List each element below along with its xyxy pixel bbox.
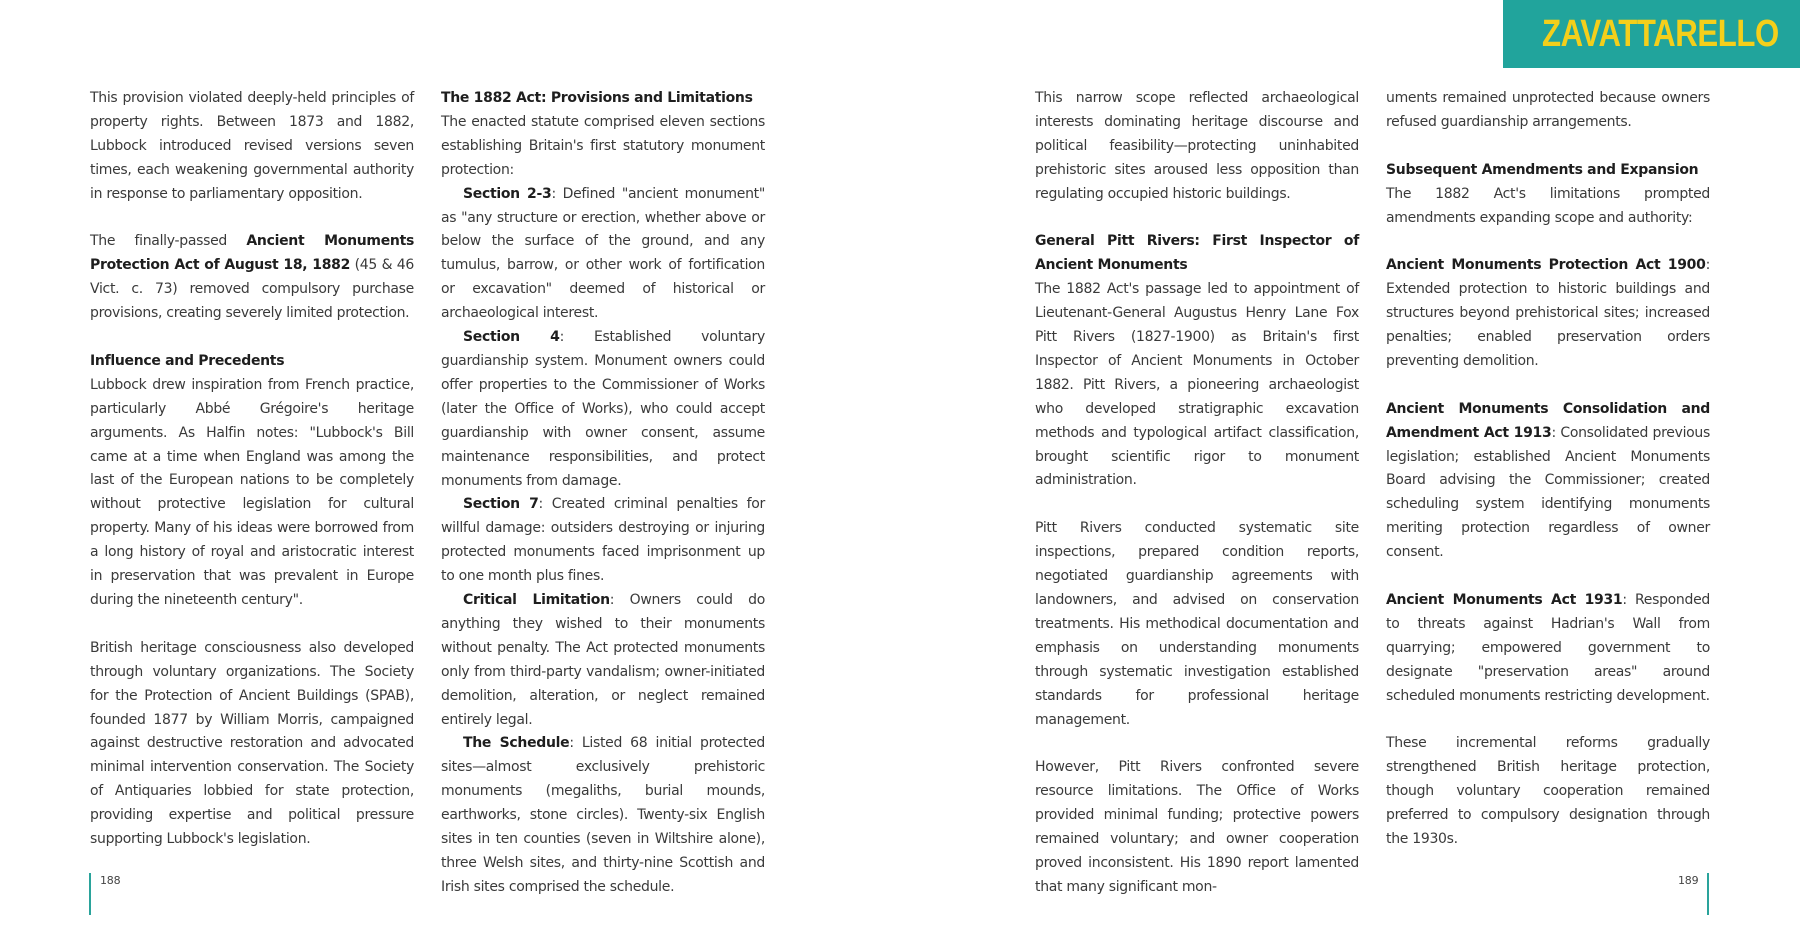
paragraph: The 1882 Act's passage led to appointment of Lieutenant-General Augustus Henry Lane Fox Pitt Rivers (1827-1900) as Britain's first Inspector of Ancient Monuments in October 1882. Pitt Rivers, a pioneering archaeologist who developed stratigraphic excavation methods and typological artifact classification, brought scientific rigor to monument administration. bbox=[1035, 281, 1359, 489]
provision-item bbox=[441, 183, 765, 326]
brand-title: ZAVATTARELLO bbox=[1542, 12, 1779, 55]
paragraph: The enacted statute comprised eleven sections establishing Britain's first statutory monument protection: bbox=[441, 113, 765, 178]
provision-item bbox=[441, 493, 765, 589]
paragraph: The 1882 Act's limitations prompted amendments expanding scope and authority: bbox=[1386, 185, 1710, 226]
heading-text: Subsequent Amendments and Expansion bbox=[1386, 161, 1699, 178]
paragraph: British heritage consciousness also developed through voluntary organizations. The Society for the Protection of Ancient Buildings (SPAB), founded 1877 by William Morris, campaigned against destructive restoration and advocated minimal intervention conservation. The Society of Antiquaries lobbied for state protection, providing expertise and political pressure supporting Lubbock's legislation. bbox=[90, 639, 414, 848]
paragraph: This provision violated deeply-held principles of property rights. Between 1873 and 1882, Lubbock introduced revised versions seven times, each weakening governmental authority in response to parliamentary opposition. bbox=[90, 90, 414, 202]
paragraph: uments remained unprotected because owners refused guardianship arrangements. bbox=[1386, 90, 1710, 130]
provision-item bbox=[441, 326, 765, 493]
paragraph-text: (45 & 46 Vict. c. 73) removed compulsory purchase provisions, creating severely limited protection. bbox=[90, 257, 414, 322]
amendment-item bbox=[1386, 589, 1710, 709]
heading-text: General Pitt Rivers: First Inspector of Ancient Monuments bbox=[1035, 233, 1359, 274]
provision-text: : Established voluntary guardianship system. Monument owners could offer properties to the Commissioner of Works (later the Office of Works), who could accept guardianship with owner consent, assume maintenance responsibilities, and protect monuments from damage. bbox=[441, 329, 765, 489]
section-heading bbox=[1386, 159, 1710, 183]
folio-rule bbox=[89, 873, 91, 915]
provision-text: : Owners could do anything they wished to their monuments without penalty. The Act protected monuments only from third-party vandalism; owner-initiated demolition, alteration, or neglect remained entirely legal. bbox=[441, 592, 765, 728]
folio-rule bbox=[1707, 873, 1709, 915]
provision-label: Section 7 bbox=[463, 496, 539, 513]
amendment-label: Ancient Monuments Protection Act 1900 bbox=[1386, 257, 1706, 274]
paragraph: Lubbock drew inspiration from French practice, particularly Abbé Grégoire's heritage arguments. As Halfin notes: "Lubbock's Bill came at a time when England was among the last of the European nations to be completely without protective legislation for cultural property. Many of his ideas were borrowed from a long history of royal and aristocratic interest in preservation that was prevalent in Europe during the nineteenth century". bbox=[90, 376, 414, 608]
page-number: 189 bbox=[1678, 874, 1699, 887]
amendment-label: Ancient Monuments Consolidation and Amendment Act 1913 bbox=[1386, 400, 1710, 441]
heading-text: The 1882 Act: Provisions and Limitations bbox=[441, 90, 753, 106]
left-column-1 bbox=[90, 87, 414, 876]
provision-label: The Schedule bbox=[463, 735, 570, 752]
right-column-1 bbox=[1035, 87, 1359, 924]
amendment-label: Ancient Monuments Act 1931 bbox=[1386, 591, 1623, 608]
page-number: 188 bbox=[100, 874, 121, 887]
paragraph bbox=[90, 230, 414, 326]
act-name: Ancient Monuments Protection Act of August 18, 1882 bbox=[90, 233, 415, 274]
amendment-text: : Consolidated previous legislation; established Ancient Monuments Board advising the Commissioner; created scheduling system identifying monuments meriting protection regardless of owner consent. bbox=[1386, 424, 1710, 561]
paragraph: Pitt Rivers conducted systematic site inspections, prepared condition reports, negotiated guardianship agreements with landowners, and advised on conservation treatments. His methodical documentation and emphasis on understanding monuments through systematic investigation established standards for professional heritage management. bbox=[1035, 520, 1359, 728]
amendment-item bbox=[1386, 254, 1710, 374]
provision-label: Section 4 bbox=[463, 329, 560, 346]
provision-item bbox=[441, 732, 765, 899]
paragraph: However, Pitt Rivers confronted severe resource limitations. The Office of Works provided minimal funding; protective powers remained voluntary; and owner cooperation proved inconsistent. His 1890 report lamented that many significant mon- bbox=[1035, 759, 1359, 895]
section-heading bbox=[1035, 230, 1359, 278]
provision-label: Critical Limitation bbox=[463, 592, 610, 609]
amendment-item bbox=[1386, 398, 1710, 565]
heading-text: Influence and Precedents bbox=[90, 352, 285, 369]
section-heading bbox=[441, 87, 765, 111]
provision-label: Section 2-3 bbox=[463, 185, 552, 202]
brand-banner bbox=[1503, 0, 1800, 68]
left-column-2 bbox=[441, 87, 765, 924]
provision-text: : Created criminal penalties for willful damage: outsiders destroying or injuring protected monuments faced imprisonment up to one month plus fines. bbox=[441, 496, 765, 585]
paragraph: This narrow scope reflected archaeological interests dominating heritage discourse and political feasibility—protecting uninhabited prehistoric sites aroused less opposition than regulating occupied historic buildings. bbox=[1035, 90, 1359, 202]
amendment-text: : Responded to threats against Hadrian's Wall from quarrying; empowered government to designate "preservation areas" around scheduled monuments restricting development. bbox=[1386, 591, 1710, 704]
provision-item bbox=[441, 589, 765, 732]
paragraph: These incremental reforms gradually strengthened British heritage protection, though voluntary cooperation remained preferred to compulsory designation through the 1930s. bbox=[1386, 735, 1710, 848]
amendment-text: : Extended protection to historic buildings and structures beyond prehistorical sites; increased penalties; enabled preservation orders preventing demolition. bbox=[1386, 257, 1710, 369]
provision-text: : Defined "ancient monument" as "any structure or erection, whether above or below the surface of the ground, and any tumulus, barrow, or other work of fortification or excavation" deemed of historical or archaeological interest. bbox=[441, 185, 765, 322]
section-heading bbox=[90, 350, 414, 374]
right-column-2 bbox=[1386, 87, 1710, 876]
paragraph-text: The finally-passed bbox=[90, 233, 247, 250]
provision-text: : Listed 68 initial protected sites—almost exclusively prehistoric monuments (megaliths, burial mounds, earthworks, stone circles). Twenty-six English sites in ten counties (seven in Wiltshire alone), three Welsh sites, and thirty-nine Scottish and Irish sites comprised the schedule. bbox=[441, 735, 765, 895]
